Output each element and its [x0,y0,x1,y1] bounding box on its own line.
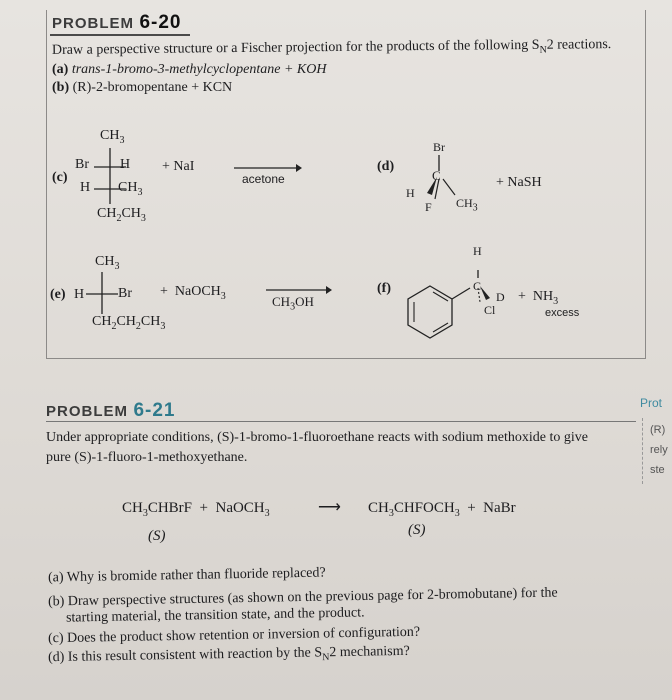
f-carbon: C [473,279,482,293]
d-ch3: $CH_3$ [456,196,478,214]
question-c: (c) Does the product show retention or inversion of configuration? [47,624,421,647]
e-condition: $CH_3OH$ [272,294,314,313]
side-text-r: (R) [650,424,666,436]
header-rule [50,34,190,36]
problem-number: 6-21 [133,400,176,421]
d-h: H [406,186,415,200]
c-top: $CH_3$ [100,128,125,146]
f-d: D [496,290,505,304]
d-br: Br [433,140,445,154]
question-a: (a) Why is bromide rather than fluoride replaced? [47,565,326,586]
f-excess: excess [545,307,580,319]
problem-label: PROBLEM [46,403,128,420]
problem-number: 6-20 [139,12,182,33]
reactant-equation: $CH_3CHBrF$ + NaOCH$_3$ [122,500,270,519]
d-carbon: C [432,168,441,183]
label-f: (f) [377,281,391,296]
side-text-rely: rely [650,444,668,456]
f-cl: Cl [484,303,496,317]
c-left2: H [80,180,91,195]
problem-6-20-intro: Draw a perspective structure or a Fischer projection for the products of the following $S_N2$ reactions. [51,37,612,58]
c-right2: $CH_3$ [118,180,143,198]
e-top: $CH_3$ [95,254,120,272]
problem-6-21-line1: Under appropriate conditions, (S)-1-bromo-1-fluoroethane reacts with sodium methoxide to give [46,430,588,445]
problem-6-20-header [52,12,181,34]
f-reagent: + $NH_3$ [518,289,559,307]
part-a: (a) trans-1-bromo-3-methylcyclopentane + KOH [52,62,327,77]
c-bottom: $CH_2CH_3$ [97,206,146,224]
c-fischer-lines [80,146,143,206]
problem-6-21-header [46,400,175,422]
product-equation: $CH_3CHFOCH_3$ + NaBr [368,500,516,519]
question-b-line2: starting material, the transition state, and the product. [65,605,365,626]
d-f: F [425,200,432,214]
d-reagent: + NaSH [496,175,542,190]
side-text-ste: ste [650,464,665,476]
header-rule [46,421,636,422]
c-condition: acetone [242,172,285,186]
c-reagent: + NaI [162,159,195,174]
e-left: H [74,287,85,302]
label-e: (e) [50,287,66,302]
e-bottom: $CH_2CH_2CH_3$ [92,314,166,332]
question-d: (d) Is this result consistent with reaction by the $S_N2$ mechanism? [47,643,410,666]
label-d: (d) [377,159,395,174]
side-problem-label: Prot [640,396,663,410]
e-reagent: + NaOCH$_3$ [160,284,226,302]
c-right1: H [120,157,131,172]
label-c: (c) [52,170,68,185]
problem-6-21-line2: pure (S)-1-fluoro-1-methoxyethane. [46,450,248,465]
part-b: (b) (R)-2-bromopentane + KCN [52,80,233,95]
c-left1: Br [75,157,89,172]
f-h: H [473,244,482,258]
product-config: (S) [408,522,426,538]
e-fischer-lines [80,270,130,316]
question-b-line1: (b) Draw perspective structures (as shown on the previous page for 2-bromobutane) for the [47,585,558,610]
reaction-arrow: ⟶ [318,499,341,516]
problem-label: PROBLEM [52,15,134,32]
reactant-config: (S) [148,528,166,544]
e-right: Br [118,286,132,301]
